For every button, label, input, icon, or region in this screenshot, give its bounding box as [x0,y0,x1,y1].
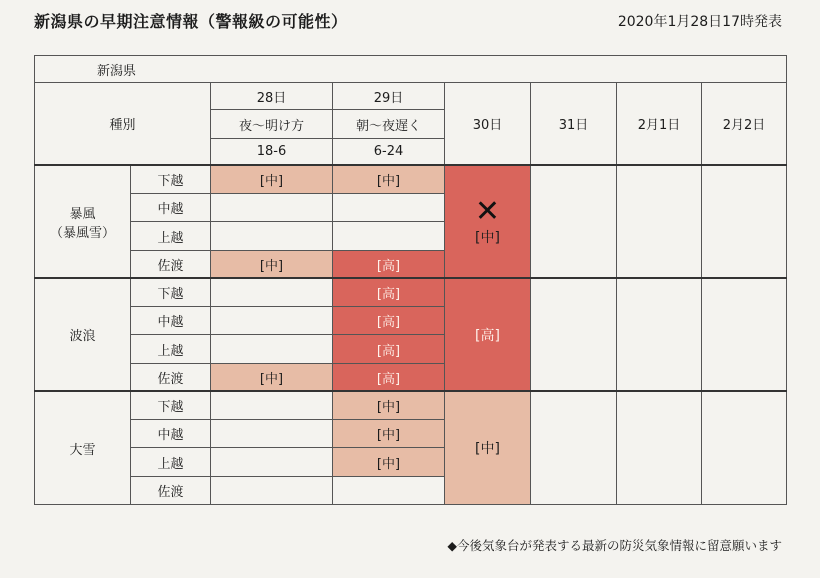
waves-area-sado: 佐渡 [131,363,211,391]
snow-d30-level: [中] [445,391,531,504]
waves-feb1 [617,278,702,391]
storm-area-joetsu: 上越 [131,222,211,250]
snow-label: 大雪 [35,391,131,504]
page-title: 新潟県の早期注意情報（警報級の可能性） [34,12,348,31]
waves-kaetsu-night [211,278,333,306]
waves-area-joetsu: 上越 [131,335,211,363]
storm-kaetsu-night: [中] [211,165,333,193]
date-31-header: 31日 [531,83,617,166]
hours-night-header: 18-6 [211,138,333,165]
issued-datetime: 2020年1月28日17時発表 [617,14,782,30]
storm-chuetsu-day [333,194,445,222]
snow-chuetsu-day: [中] [333,420,445,448]
prefecture-name: 新潟県 [35,56,787,83]
snow-kaetsu-night [211,391,333,419]
snow-sado-night [211,476,333,504]
waves-area-chuetsu: 中越 [131,307,211,335]
waves-d31 [531,278,617,391]
storm-d30-level: [中] [475,229,500,246]
date-feb1-header: 2月1日 [617,83,702,166]
hours-day-header: 6-24 [333,138,445,165]
storm-label [35,165,131,278]
storm-joetsu-night [211,222,333,250]
storm-label-main: 暴風 [69,206,96,222]
storm-kaetsu-day: [中] [333,165,445,193]
waves-feb2 [702,278,787,391]
waves-sado-night: [中] [211,363,333,391]
snow-joetsu-night [211,448,333,476]
storm-d30-cell [445,165,531,278]
storm-d31 [531,165,617,278]
snow-area-joetsu: 上越 [131,448,211,476]
cross-mark-icon: ✕ [474,193,501,229]
storm-label-sub: （暴風雪） [49,225,115,241]
type-header: 種別 [35,83,211,166]
snow-sado-day [333,476,445,504]
storm-joetsu-day [333,222,445,250]
waves-d30-level: [高] [445,278,531,391]
waves-chuetsu-day: [高] [333,307,445,335]
storm-feb2 [702,165,787,278]
waves-chuetsu-night [211,307,333,335]
date-feb2-header: 2月2日 [702,83,787,166]
storm-area-kaetsu: 下越 [131,165,211,193]
waves-joetsu-day: [高] [333,335,445,363]
snow-joetsu-day: [中] [333,448,445,476]
waves-sado-day: [高] [333,363,445,391]
date-30-header: 30日 [445,83,531,166]
snow-feb1 [617,391,702,504]
snow-area-kaetsu: 下越 [131,391,211,419]
date-28-header: 28日 [211,83,333,110]
storm-feb1 [617,165,702,278]
period-night-header: 夜～明け方 [211,110,333,138]
snow-area-sado: 佐渡 [131,476,211,504]
waves-label: 波浪 [35,278,131,391]
snow-kaetsu-day: [中] [333,391,445,419]
storm-area-chuetsu: 中越 [131,194,211,222]
date-29-header: 29日 [333,83,445,110]
storm-chuetsu-night [211,194,333,222]
storm-sado-day: [高] [333,250,445,278]
period-day-header: 朝～夜遅く [333,110,445,138]
waves-kaetsu-day: [高] [333,278,445,306]
snow-area-chuetsu: 中越 [131,420,211,448]
waves-area-kaetsu: 下越 [131,278,211,306]
storm-sado-night: [中] [211,250,333,278]
warning-table [34,55,787,505]
snow-d31 [531,391,617,504]
storm-area-sado: 佐渡 [131,250,211,278]
snow-feb2 [702,391,787,504]
footnote: ◆今後気象台が発表する最新の防災気象情報に留意願います [447,538,782,553]
snow-chuetsu-night [211,420,333,448]
waves-joetsu-night [211,335,333,363]
